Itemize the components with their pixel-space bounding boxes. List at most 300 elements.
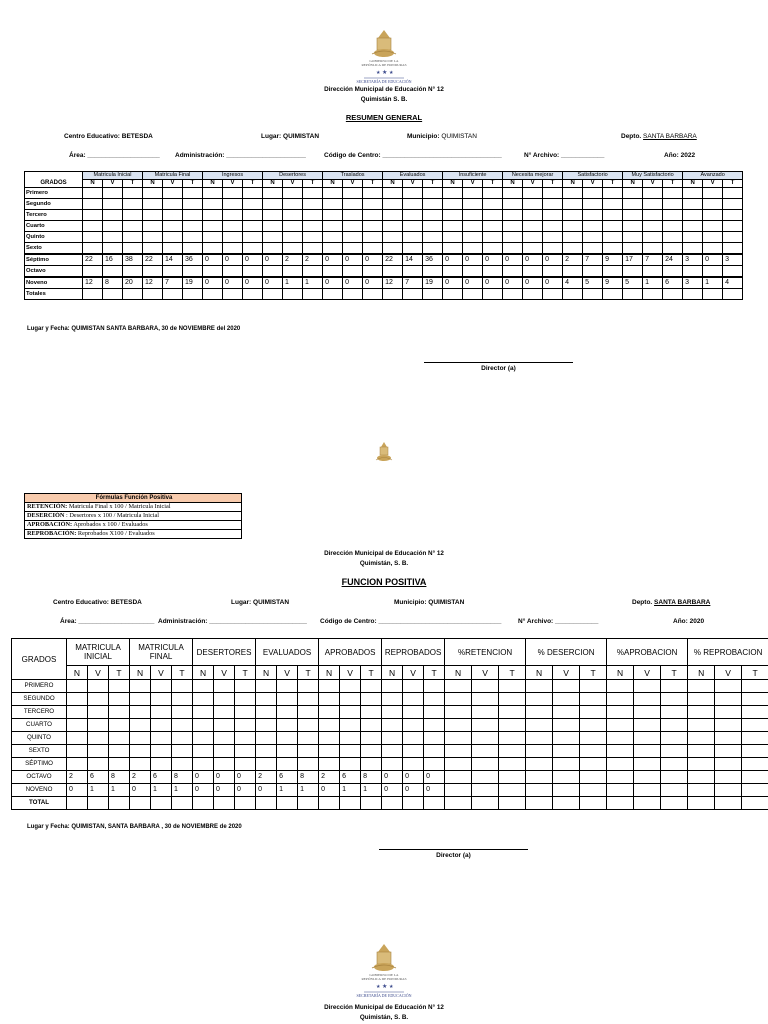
table-cell xyxy=(303,266,323,278)
table-cell xyxy=(715,680,742,693)
table-cell xyxy=(403,243,423,255)
table-cell xyxy=(151,693,172,706)
grado-label: Primero xyxy=(25,188,83,199)
table-cell xyxy=(183,221,203,232)
table-cell xyxy=(543,188,563,199)
table-cell xyxy=(243,232,263,243)
table-cell xyxy=(382,680,403,693)
table-cell xyxy=(151,732,172,745)
table-cell xyxy=(83,199,103,210)
table-cell xyxy=(343,232,363,243)
table-cell xyxy=(503,266,523,278)
sub-header: V xyxy=(715,666,742,680)
table-cell xyxy=(193,693,214,706)
table-cell xyxy=(553,719,580,732)
table-cell: 0 xyxy=(243,277,263,289)
sub-header: V xyxy=(553,666,580,680)
table-cell xyxy=(472,680,499,693)
table-cell xyxy=(235,706,256,719)
table-cell xyxy=(123,266,143,278)
table-cell xyxy=(363,221,383,232)
table-cell: 6 xyxy=(151,771,172,784)
table-cell xyxy=(607,771,634,784)
table-cell xyxy=(526,732,553,745)
table-cell xyxy=(143,199,163,210)
table-cell xyxy=(340,693,361,706)
table-cell: 5 xyxy=(623,277,643,289)
table-cell xyxy=(463,188,483,199)
table-cell xyxy=(235,719,256,732)
sub-header: N xyxy=(445,666,472,680)
table-cell xyxy=(445,784,472,797)
table-row xyxy=(25,188,743,199)
table-cell xyxy=(298,680,319,693)
table-cell xyxy=(163,243,183,255)
table-cell xyxy=(742,732,768,745)
table-cell xyxy=(607,732,634,745)
formula-text: Matricula Final x 100 / Matricula Inicial xyxy=(67,503,171,510)
table-cell xyxy=(67,693,88,706)
table-cell xyxy=(623,210,643,221)
table-cell xyxy=(123,232,143,243)
table-cell xyxy=(340,719,361,732)
table-cell xyxy=(361,680,382,693)
table-cell xyxy=(143,243,163,255)
table-cell xyxy=(193,745,214,758)
emblem-top xyxy=(352,26,416,90)
table-cell xyxy=(523,210,543,221)
sub-header: T xyxy=(423,180,443,188)
table-cell: 0 xyxy=(363,277,383,289)
table-cell xyxy=(383,210,403,221)
table-cell xyxy=(683,221,703,232)
table-cell xyxy=(661,693,688,706)
column-group-header: Evaluados xyxy=(383,172,443,180)
table-cell xyxy=(88,693,109,706)
table-cell xyxy=(109,732,130,745)
table-cell xyxy=(623,266,643,278)
table-cell xyxy=(503,232,523,243)
table-cell xyxy=(340,680,361,693)
table-cell xyxy=(203,289,223,300)
table-cell xyxy=(263,243,283,255)
depto-value: SANTA BARBARA xyxy=(643,133,697,140)
sub-header: T xyxy=(723,180,743,188)
table-cell xyxy=(319,719,340,732)
administracion-2: Administración: ___________________________ xyxy=(158,618,307,625)
table-cell xyxy=(580,680,607,693)
table-cell xyxy=(163,266,183,278)
sub-header: V xyxy=(340,666,361,680)
lugar-fecha: Lugar y Fecha: QUIMISTAN SANTA BARBARA, 30 de NOVIEMBRE del 2020 xyxy=(27,326,241,332)
svg-text:★: ★ xyxy=(389,70,394,76)
table-cell: 0 xyxy=(193,784,214,797)
table-cell xyxy=(472,758,499,771)
table-cell xyxy=(243,221,263,232)
table-cell: 5 xyxy=(583,277,603,289)
table-cell xyxy=(263,232,283,243)
sub-header: N xyxy=(323,180,343,188)
table-cell xyxy=(193,680,214,693)
table-cell: 7 xyxy=(163,277,183,289)
table-cell: 0 xyxy=(463,254,483,266)
table-cell xyxy=(683,232,703,243)
sub-header: N xyxy=(688,666,715,680)
table-cell xyxy=(109,745,130,758)
table-cell xyxy=(703,199,723,210)
table-cell xyxy=(443,199,463,210)
table-row xyxy=(25,289,743,300)
table-cell xyxy=(703,243,723,255)
table-cell xyxy=(463,266,483,278)
table-cell xyxy=(580,758,607,771)
table-cell xyxy=(343,243,363,255)
table-cell xyxy=(319,797,340,810)
table-cell xyxy=(298,693,319,706)
table-cell xyxy=(214,745,235,758)
table-cell xyxy=(123,243,143,255)
table-cell xyxy=(172,758,193,771)
table-cell xyxy=(109,693,130,706)
table-cell xyxy=(193,719,214,732)
table-cell xyxy=(283,289,303,300)
table-cell xyxy=(343,210,363,221)
table-cell xyxy=(143,221,163,232)
table-cell: 0 xyxy=(203,277,223,289)
table-cell xyxy=(183,289,203,300)
table-cell xyxy=(323,188,343,199)
table-cell xyxy=(643,266,663,278)
municipio-label: Municipio: xyxy=(407,133,440,140)
table-cell xyxy=(523,188,543,199)
table-cell xyxy=(343,221,363,232)
sub-header: V xyxy=(277,666,298,680)
sub-header: T xyxy=(424,666,445,680)
table-cell xyxy=(163,232,183,243)
table-cell xyxy=(683,266,703,278)
table-cell xyxy=(256,706,277,719)
table-cell xyxy=(109,797,130,810)
administracion: Administración: ______________________ xyxy=(175,152,306,159)
lugar-2: Lugar: QUIMISTAN xyxy=(231,599,290,606)
formula-row xyxy=(25,521,242,530)
table-cell xyxy=(643,289,663,300)
table-cell: 9 xyxy=(603,277,623,289)
table-cell xyxy=(503,243,523,255)
table-cell xyxy=(463,289,483,300)
table-cell xyxy=(143,188,163,199)
table-row xyxy=(25,232,743,243)
sub-header: T xyxy=(172,666,193,680)
table-cell xyxy=(223,266,243,278)
table-cell xyxy=(283,243,303,255)
table-cell xyxy=(83,232,103,243)
table-cell xyxy=(143,289,163,300)
table-cell xyxy=(742,745,768,758)
table-cell xyxy=(742,719,768,732)
grado-label: Noveno xyxy=(25,277,83,289)
table-cell xyxy=(193,706,214,719)
table-cell xyxy=(543,266,563,278)
table-cell xyxy=(443,243,463,255)
svg-text:SECRETARÍA DE EDUCACIÓN: SECRETARÍA DE EDUCACIÓN xyxy=(356,79,412,84)
table-cell xyxy=(123,188,143,199)
table-cell xyxy=(298,732,319,745)
table-cell xyxy=(193,797,214,810)
table-cell xyxy=(523,221,543,232)
table-cell xyxy=(319,680,340,693)
table-cell xyxy=(661,784,688,797)
formula-row xyxy=(25,530,242,539)
table-cell xyxy=(715,745,742,758)
table-cell xyxy=(523,289,543,300)
grado-label: CUARTO xyxy=(12,719,67,732)
formula-text: Reprobados X100 / Evaluados xyxy=(76,530,155,537)
table-cell xyxy=(503,221,523,232)
table-cell xyxy=(298,706,319,719)
table-row xyxy=(12,719,768,732)
column-group-header: Muy Satisfactorio xyxy=(623,172,683,180)
table-cell xyxy=(742,706,768,719)
table-row xyxy=(25,199,743,210)
table-cell xyxy=(634,758,661,771)
table-row xyxy=(12,693,768,706)
table-cell xyxy=(472,745,499,758)
table-cell xyxy=(623,289,643,300)
formula-label: APROBACIÓN: xyxy=(27,521,73,528)
table-cell xyxy=(67,758,88,771)
svg-text:★: ★ xyxy=(382,70,388,76)
table-cell xyxy=(424,797,445,810)
table-cell xyxy=(543,210,563,221)
table-cell xyxy=(661,758,688,771)
column-group-header: Necesita mejorar xyxy=(503,172,563,180)
table-cell: 0 xyxy=(263,277,283,289)
table-cell xyxy=(303,188,323,199)
table-cell xyxy=(472,706,499,719)
table-row xyxy=(12,771,768,784)
column-group-header: Matricula Final xyxy=(143,172,203,180)
table-cell: 1 xyxy=(151,784,172,797)
table-cell xyxy=(363,243,383,255)
table-cell xyxy=(661,745,688,758)
table-cell xyxy=(463,221,483,232)
table-cell xyxy=(443,210,463,221)
table-cell: 0 xyxy=(256,784,277,797)
table-cell xyxy=(663,199,683,210)
table-cell xyxy=(445,732,472,745)
depto-label: Depto. xyxy=(621,133,642,140)
table-cell xyxy=(172,693,193,706)
table-cell xyxy=(88,706,109,719)
table-cell xyxy=(742,693,768,706)
svg-text:GOBIERNO DE LA: GOBIERNO DE LA xyxy=(369,59,399,63)
table-cell: 1 xyxy=(703,277,723,289)
table-cell xyxy=(543,199,563,210)
sub-header: T xyxy=(243,180,263,188)
table-cell xyxy=(663,289,683,300)
table-cell: 6 xyxy=(88,771,109,784)
sub-header: N xyxy=(83,180,103,188)
table-cell xyxy=(223,289,243,300)
table-cell xyxy=(499,784,526,797)
sub-header: V xyxy=(463,180,483,188)
table-cell: 0 xyxy=(67,784,88,797)
sub-header: T xyxy=(235,666,256,680)
table-cell xyxy=(723,199,743,210)
svg-text:REPÚBLICA DE HONDURAS: REPÚBLICA DE HONDURAS xyxy=(361,977,407,981)
table-cell xyxy=(103,289,123,300)
centro-educativo-2: Centro Educativo: BETESDA xyxy=(53,599,142,606)
direccion-header-3: Dirección Municipal de Educación N° 12 xyxy=(324,1004,444,1011)
table-cell xyxy=(183,243,203,255)
table-cell xyxy=(263,210,283,221)
column-group-header: MATRICULA INICIAL xyxy=(67,639,130,666)
table-cell: 0 xyxy=(319,784,340,797)
table-cell: 4 xyxy=(723,277,743,289)
table-cell xyxy=(363,289,383,300)
sub-header: N xyxy=(563,180,583,188)
table-cell xyxy=(109,758,130,771)
table-cell xyxy=(443,266,463,278)
table-cell xyxy=(526,797,553,810)
table-cell: 1 xyxy=(109,784,130,797)
table-cell xyxy=(472,719,499,732)
table-cell xyxy=(303,243,323,255)
table-cell xyxy=(661,680,688,693)
table-cell xyxy=(583,243,603,255)
table-cell xyxy=(183,232,203,243)
table-cell xyxy=(424,680,445,693)
table-cell xyxy=(583,221,603,232)
table-row xyxy=(25,243,743,255)
table-cell xyxy=(553,745,580,758)
table-cell xyxy=(603,210,623,221)
table-cell: 12 xyxy=(143,277,163,289)
table-cell: 22 xyxy=(383,254,403,266)
table-cell xyxy=(723,266,743,278)
table-row xyxy=(12,680,768,693)
sub-header: N xyxy=(607,666,634,680)
table-cell xyxy=(543,232,563,243)
table-cell xyxy=(503,188,523,199)
table-cell xyxy=(383,289,403,300)
table-row xyxy=(12,745,768,758)
lugar-header-3: Quimistán, S. B. xyxy=(359,1014,409,1021)
table-cell xyxy=(634,784,661,797)
column-group-header: DESERTORES xyxy=(193,639,256,666)
table-cell xyxy=(688,745,715,758)
table-cell: 0 xyxy=(343,254,363,266)
table-cell xyxy=(683,188,703,199)
sub-header: T xyxy=(580,666,607,680)
table-cell xyxy=(607,719,634,732)
column-group-header: APROBADOS xyxy=(319,639,382,666)
svg-text:★: ★ xyxy=(376,984,381,990)
table-cell xyxy=(223,221,243,232)
sub-header: V xyxy=(283,180,303,188)
table-cell xyxy=(103,243,123,255)
table-cell xyxy=(703,188,723,199)
table-cell xyxy=(277,758,298,771)
table-cell xyxy=(183,199,203,210)
formula-row xyxy=(25,503,242,512)
table-cell xyxy=(607,758,634,771)
table-cell xyxy=(703,266,723,278)
table-cell xyxy=(403,221,423,232)
sub-header: T xyxy=(543,180,563,188)
table-cell xyxy=(563,266,583,278)
grado-label: PRIMERO xyxy=(12,680,67,693)
table-cell xyxy=(323,232,343,243)
table-cell: 1 xyxy=(283,277,303,289)
page-title-2: FUNCION POSITIVA xyxy=(341,577,427,587)
table-cell xyxy=(340,797,361,810)
table-cell xyxy=(580,784,607,797)
table-cell xyxy=(663,188,683,199)
table-cell xyxy=(403,266,423,278)
sub-header: V xyxy=(214,666,235,680)
grado-label: TERCERO xyxy=(12,706,67,719)
table-cell xyxy=(163,188,183,199)
table-cell xyxy=(503,210,523,221)
table-cell xyxy=(340,706,361,719)
table-cell xyxy=(323,221,343,232)
table-cell xyxy=(283,221,303,232)
table-cell xyxy=(553,680,580,693)
codigo-centro: Código de Centro: _________________________________ xyxy=(324,152,502,159)
table-cell: 22 xyxy=(143,254,163,266)
table-cell xyxy=(361,758,382,771)
sub-header: V xyxy=(223,180,243,188)
table-cell: 0 xyxy=(543,254,563,266)
table-cell xyxy=(499,745,526,758)
table-cell xyxy=(298,745,319,758)
table-cell xyxy=(323,289,343,300)
sub-header: T xyxy=(661,666,688,680)
table-cell xyxy=(323,210,343,221)
column-group-header: %APROBACION xyxy=(607,639,688,666)
table-cell xyxy=(634,745,661,758)
grado-label: Sexto xyxy=(25,243,83,255)
sub-header: N xyxy=(193,666,214,680)
table-cell xyxy=(661,719,688,732)
table-cell: 0 xyxy=(382,771,403,784)
table-cell xyxy=(319,732,340,745)
table-cell xyxy=(403,732,424,745)
grado-label: Séptimo xyxy=(25,254,83,266)
table-cell xyxy=(634,797,661,810)
formulas-title: Fórmulas Función Positiva xyxy=(25,494,242,503)
grado-label: NOVENO xyxy=(12,784,67,797)
table-cell xyxy=(83,289,103,300)
table-cell xyxy=(130,732,151,745)
formulas-box xyxy=(24,493,242,539)
table-cell xyxy=(583,199,603,210)
table-cell: 0 xyxy=(203,254,223,266)
table-cell xyxy=(403,745,424,758)
table-cell xyxy=(583,266,603,278)
sub-header: T xyxy=(499,666,526,680)
table-cell xyxy=(361,706,382,719)
table-cell xyxy=(423,188,443,199)
table-cell: 7 xyxy=(643,254,663,266)
column-group-header: %RETENCION xyxy=(445,639,526,666)
table-cell xyxy=(607,706,634,719)
table-cell: 0 xyxy=(424,784,445,797)
table-cell xyxy=(715,758,742,771)
table-cell: 2 xyxy=(319,771,340,784)
